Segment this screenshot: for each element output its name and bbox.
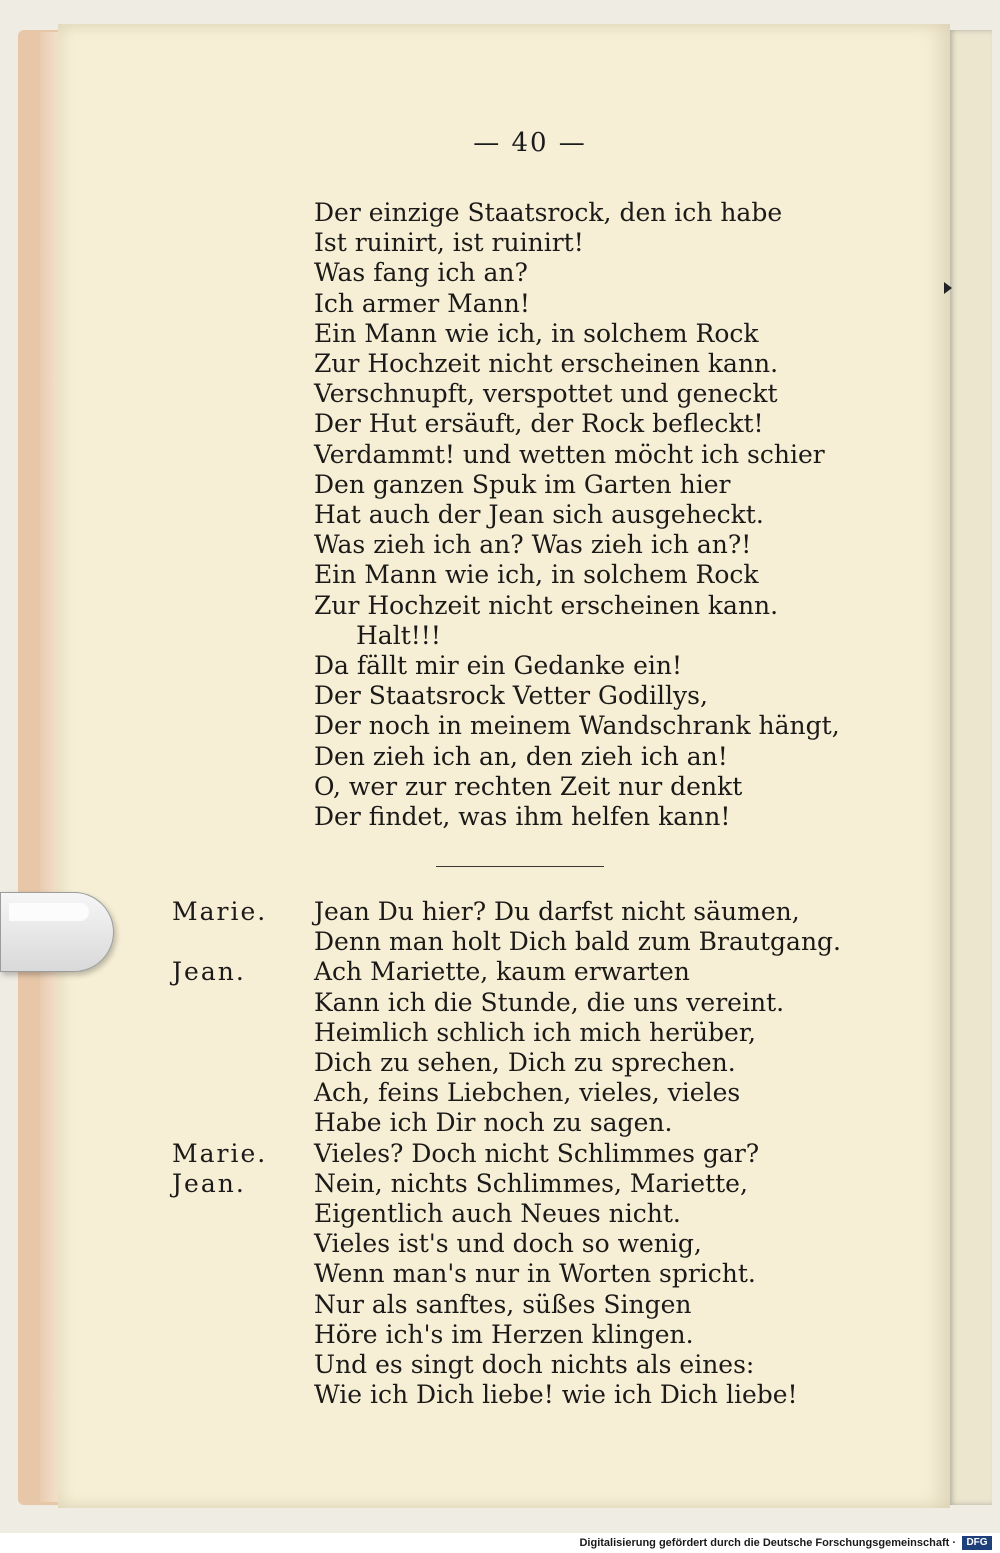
verse-line: Den zieh ich an, den zieh ich an! [314,741,728,771]
dialogue-line: Vieles ist's und doch so wenig, [314,1229,702,1259]
speaker-name: Marie. [172,897,268,926]
dialogue-line: Nein, nichts Schlimmes, Mariette, [314,1168,748,1198]
speaker-name: Marie. [172,1138,268,1168]
dialogue-line: Dich zu sehen, Dich zu sprechen. [314,1048,736,1077]
verse-line: Was fang ich an? [314,258,528,288]
verse-line: Ein Mann wie ich, in solchem Rock [314,560,759,590]
dialogue-line: Kann ich die Stunde, die uns vereint. [314,987,785,1017]
verse-line: O, wer zur rechten Zeit nur denkt [314,771,743,801]
footer-credit: Digitalisierung gefördert durch die Deutsche Forschungsgemeinschaft · [579,1537,956,1549]
verse-line: Zur Hochzeit nicht erscheinen kann. [314,349,779,378]
dialogue-line: Wenn man's nur in Worten spricht. [314,1259,756,1289]
dialogue-line: Heimlich schlich ich mich herüber, [314,1017,757,1047]
verse-line: Halt!!! [356,620,441,650]
verse-line: Der einzige Staatsrock, den ich habe [314,198,783,227]
dialogue-line: Vieles? Doch nicht Schlimmes gar? [314,1138,760,1168]
verse-line: Ein Mann wie ich, in solchem Rock [314,318,759,348]
verse-line: Verschnupft, verspottet und geneckt [314,379,778,409]
verse-line: Ich armer Mann! [314,288,530,318]
dialogue-line: Wie ich Dich liebe! wie ich Dich liebe! [314,1380,798,1410]
dfg-logo-icon: DFG [962,1536,992,1550]
verse-line: Ist ruinirt, ist ruinirt! [314,228,584,258]
section-divider [436,866,604,867]
dialogue-line: Jean Du hier? Du darfst nicht säumen, [314,897,800,926]
verse-line: Der Staatsrock Vetter Godillys, [314,681,708,711]
dialogue-line: Höre ich's im Herzen klingen. [314,1319,694,1349]
verse-line: Der Hut ersäuft, der Rock befleckt! [314,409,764,439]
verse-line: Der findet, was ihm helfen kann! [314,802,731,831]
dialogue-line: Und es singt doch nichts als eines: [314,1350,755,1379]
speaker-name: Jean. [172,1168,246,1198]
verse-line: Verdammt! und wetten möcht ich schier [314,439,825,469]
verse-line: Den ganzen Spuk im Garten hier [314,469,731,499]
dialogue-line: Ach, feins Liebchen, vieles, vieles [314,1078,741,1108]
verse-line: Zur Hochzeit nicht erscheinen kann. [314,590,779,620]
dialogue-line: Eigentlich auch Neues nicht. [314,1199,681,1228]
dialogue-line: Denn man holt Dich bald zum Brautgang. [314,927,841,957]
dialogue-line: Nur als sanftes, süßes Singen [314,1289,692,1319]
verse-line: Der noch in meinem Wandschrank hängt, [314,711,840,741]
page-number: — 40 — [473,128,587,158]
verse-line: Da fällt mir ein Gedanke ein! [314,651,683,680]
dialogue-line: Habe ich Dir noch zu sagen. [314,1108,673,1138]
dialogue-line: Ach Mariette, kaum erwarten [314,957,690,987]
speaker-name: Jean. [172,957,246,987]
verse-line: Hat auch der Jean sich ausgeheckt. [314,500,764,529]
verse-line: Was zieh ich an? Was zieh ich an?! [314,530,752,560]
